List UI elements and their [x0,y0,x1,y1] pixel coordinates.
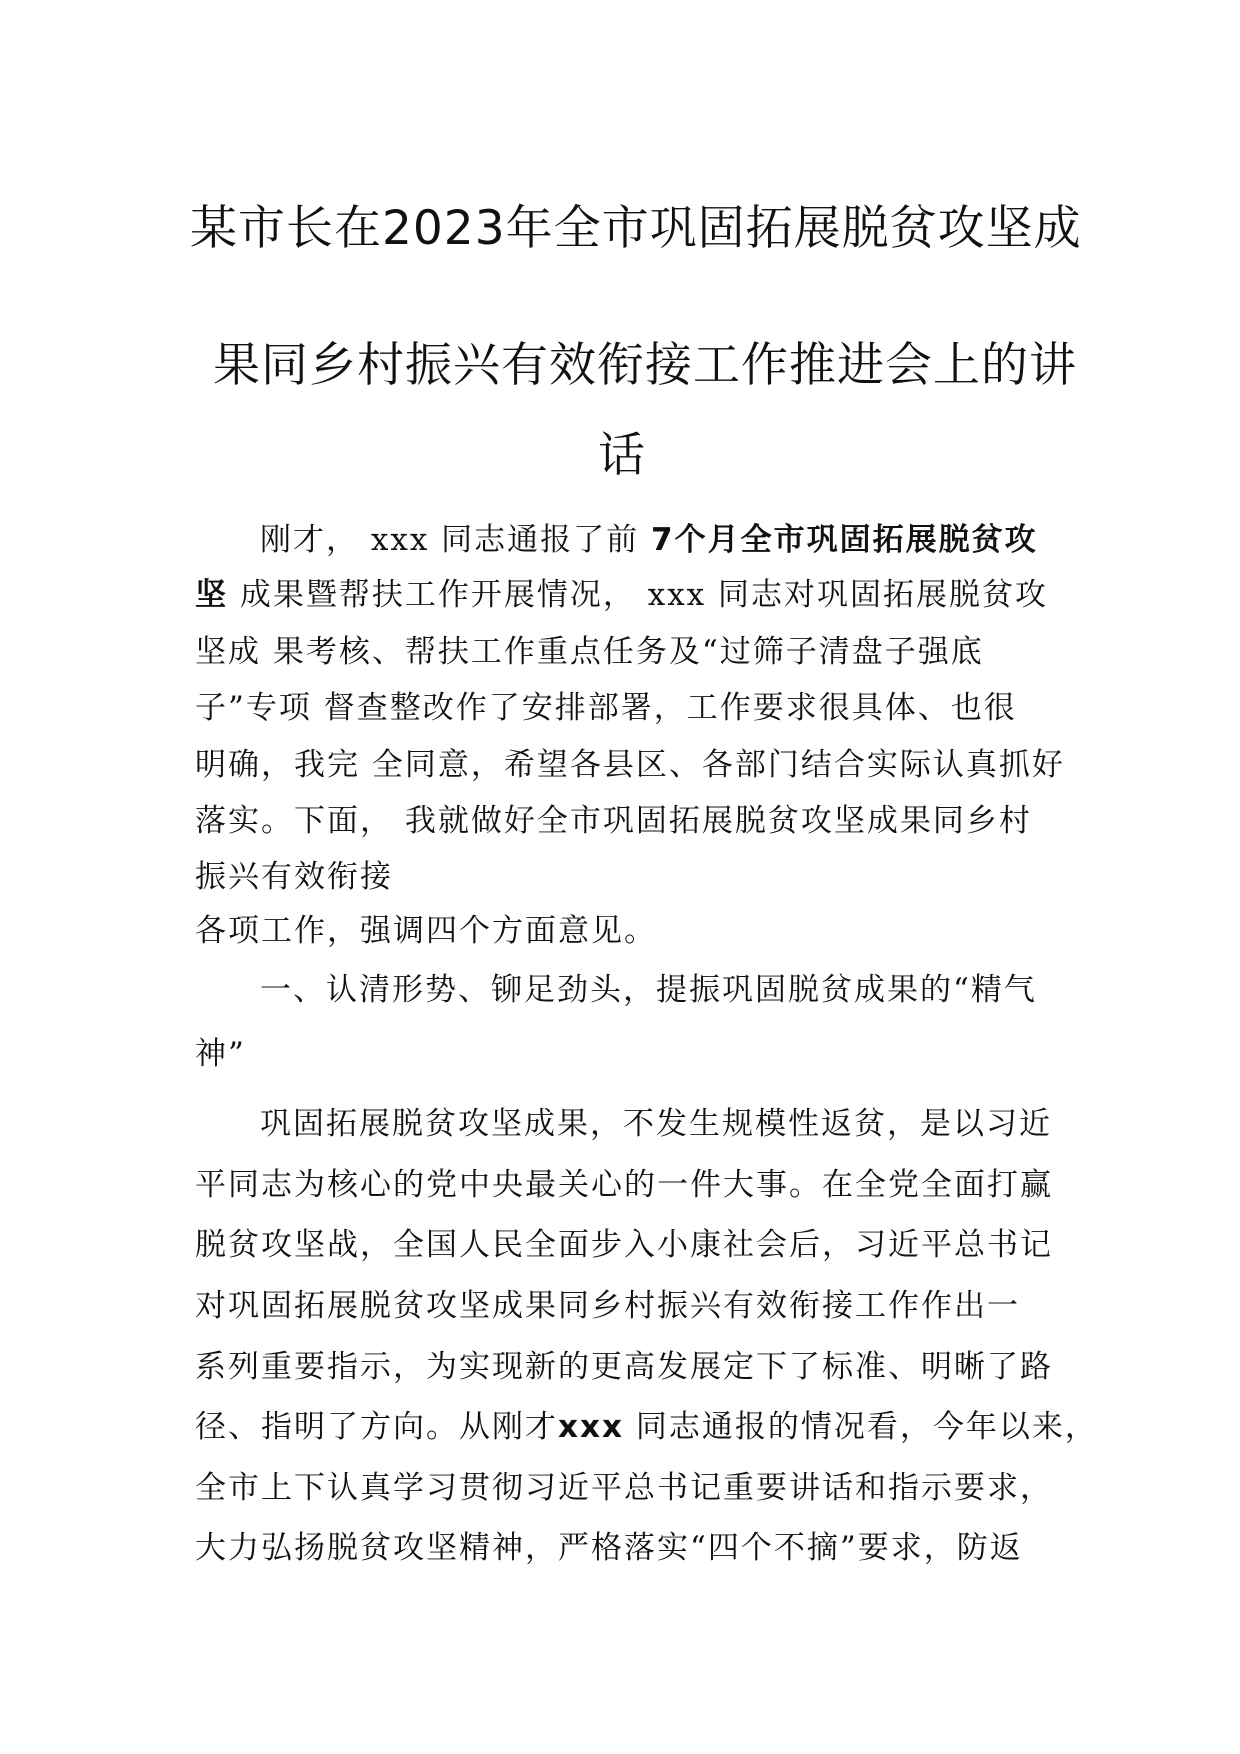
title-line-2: 果同乡村振兴有效衔接工作推进会上的讲 [213,338,1077,393]
paragraph-1-line-7: 振兴有效衔接 [195,859,393,895]
paragraph-2-line-3: 脱贫攻坚战，全国人民全面步入小康社会后，习近平总书记 [195,1227,1053,1263]
paragraph-1-line-4: 子”专项 督查整改作了安排部署，工作要求很具体、也很 [195,690,1017,726]
paragraph-1-line-1-bold: 7个月全市巩固拓展脱贫攻 [651,522,1038,558]
paragraph-1-line-8: 各项工作，强调四个方面意见。 [195,913,657,949]
paragraph-2-line-8: 大力弘扬脱贫攻坚精神，严格落实“四个不摘”要求，防返 [195,1530,1023,1566]
paragraph-2-line-6-bold: xxx [558,1409,624,1445]
paragraph-2-line-7: 全市上下认真学习贯彻习近平总书记重要讲话和指示要求， [195,1470,1053,1506]
paragraph-1-line-2-text: 成果暨帮扶工作开展情况， xxx 同志对巩固拓展脱贫攻 [228,577,1049,613]
paragraph-1-line-3: 坚成 果考核、帮扶工作重点任务及“过筛子清盘子强底 [195,634,984,670]
paragraph-1-line-2-bold: 坚 [195,577,228,613]
paragraph-2-line-5: 系列重要指示，为实现新的更高发展定下了标准、明晰了路 [195,1349,1053,1385]
paragraph-2-line-4: 对巩固拓展脱贫攻坚成果同乡村振兴有效衔接工作作出一 [195,1288,1020,1324]
paragraph-2-line-6-text-a: 径、指明了方向。从刚才 [195,1409,558,1445]
paragraph-2-line-6-text-b: 同志通报的情况看，今年以来， [624,1409,1098,1445]
paragraph-1-line-5: 明确，我完 全同意，希望各县区、各部门结合实际认真抓好 [195,747,1065,783]
paragraph-1-line-2 [195,577,1049,613]
section-heading-1-line-2: 神” [195,1036,246,1072]
paragraph-2-line-1: 巩固拓展脱贫攻坚成果，不发生规模性返贫，是以习近 [260,1106,1052,1142]
section-heading-1-line-1: 一、认清形势、铆足劲头，提振巩固脱贫成果的“精气 [260,972,1037,1008]
title-line-3: 话 [598,428,646,483]
paragraph-1-line-1 [260,522,1038,558]
paragraph-1-line-1-text: 刚才， xxx 同志通报了前 [260,522,652,558]
title-line-1: 某市长在2023年全市巩固拓展脱贫攻坚成 [190,201,1082,256]
paragraph-2-line-2: 平同志为核心的党中央最关心的一件大事。在全党全面打赢 [195,1167,1053,1203]
paragraph-1-line-6: 落实。下面， 我就做好全市巩固拓展脱贫攻坚成果同乡村 [195,803,1032,839]
paragraph-2-line-6 [195,1409,1098,1445]
